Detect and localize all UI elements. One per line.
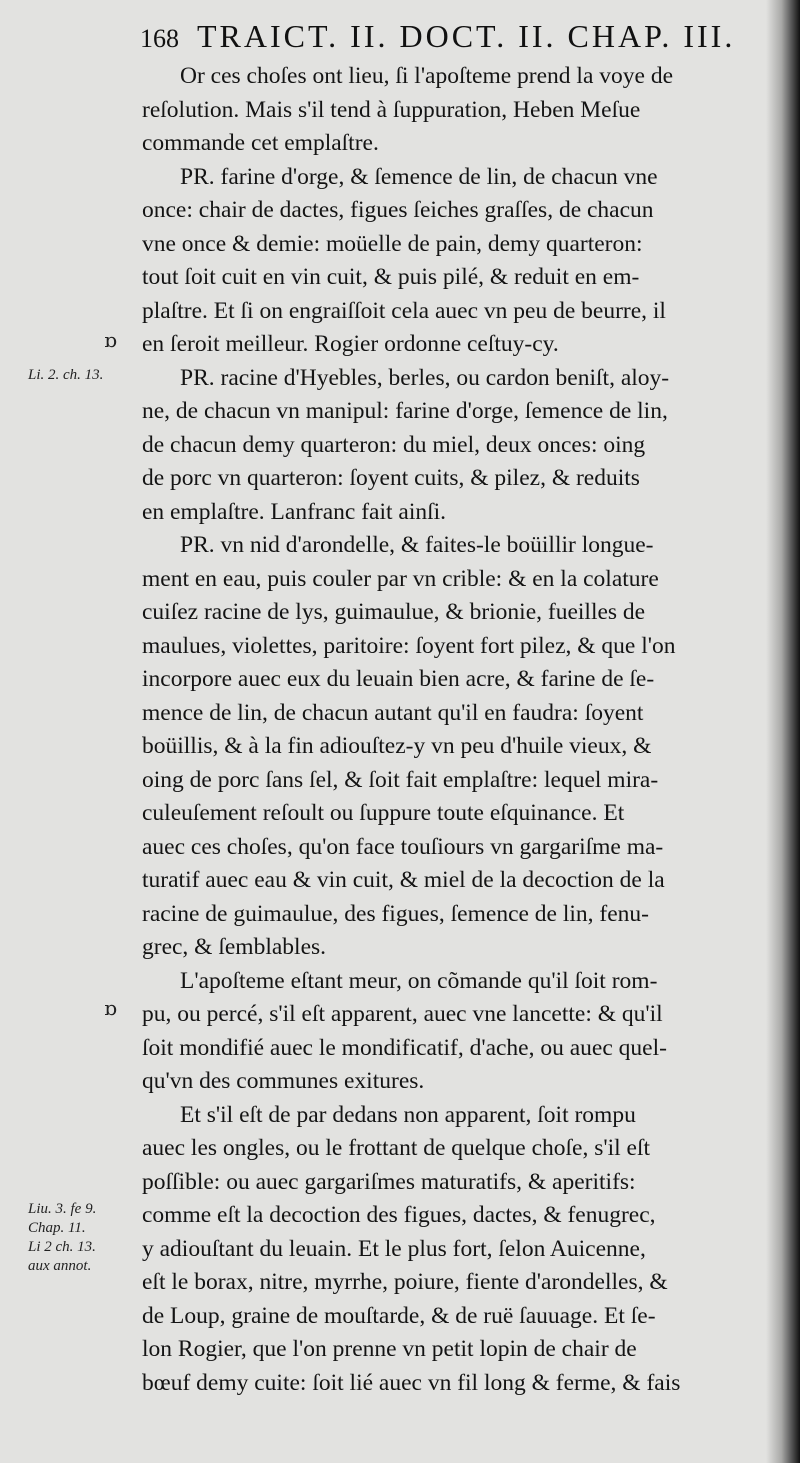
text-line: comme eſt la decoction des figues, dactes, & fenugrec, <box>142 1202 656 1228</box>
margin-note-line: aux annot. <box>28 1258 92 1274</box>
text-line: y adiouſtant du leuain. Et le plus fort, ſelon Auicenne, <box>142 1235 646 1262</box>
body-text <box>142 60 767 1400</box>
text-line: oing de porc ſans ſel, & ſoit fait emplaſtre: lequel mira- <box>142 766 659 793</box>
margin-note-line: Li 2 ch. 13. <box>28 1239 96 1255</box>
running-head: TRAICT. II. DOCT. II. CHAP. III. <box>197 18 736 54</box>
text-line: L'apoſteme eſtant meur, on cõmande qu'il ſoit rom- <box>180 967 658 994</box>
text-line: commande cet emplaſtre. <box>142 130 379 156</box>
margin-note-line: Liu. 3. fe 9. <box>28 1201 97 1217</box>
text-line: mence de lin, de chacun autant qu'il en faudra: ſoyent <box>142 699 644 726</box>
margin-note-reference: Li. 2. ch. 13. <box>28 367 104 383</box>
text-line: vne once & demie: moüelle de pain, demy quarteron: <box>142 230 643 257</box>
text-line: PR. vn nid d'arondelle, & faites-le boüillir longue- <box>180 532 654 558</box>
text-line: maulues, violettes, paritoire: ſoyent fort pilez, & que l'on <box>142 632 676 659</box>
text-line: Et s'il eſt de par dedans non apparent, ſoit rompu <box>180 1101 636 1128</box>
text-line: turatif auec eau & vin cuit, & miel de la decoction de la <box>142 867 665 893</box>
text-line: qu'vn des communes exitures. <box>142 1068 425 1094</box>
text-line: de chacun demy quarteron: du miel, deux onces: oing <box>142 431 646 458</box>
page-header <box>140 18 760 55</box>
text-line: PR. farine d'orge, & ſemence de lin, de chacun vne <box>180 163 658 190</box>
page-number: 168 <box>140 24 179 53</box>
text-line: de Loup, graine de mouſtarde, & de ruë ſauuage. Et ſe- <box>142 1302 656 1329</box>
text-line: en ſeroit meilleur. Rogier ordonne ceſtuy-cy. <box>142 331 559 357</box>
text-line: de porc vn quarteron: ſoyent cuits, & pilez, & reduits <box>142 465 640 491</box>
text-line: tout ſoit cuit en vin cuit, & puis pilé, & reduit en em- <box>142 264 640 290</box>
text-line: boüillis, & à la fin adiouſtez-y vn peu d'huile vieux, & <box>142 733 652 759</box>
margin-note-reference-block <box>28 1200 138 1276</box>
margin-paragraph-mark: ɒ <box>104 328 117 352</box>
text-line: bœuf demy cuite: ſoit lié auec vn fil long & ferme, & fais <box>142 1369 681 1396</box>
text-line: grec, & ſemblables. <box>142 934 327 960</box>
text-line: reſolution. Mais s'il tend à ſuppuration, Heben Meſue <box>142 96 641 123</box>
text-line: plaſtre. Et ſi on engraiſſoit cela auec vn peu de beurre, il <box>142 297 666 324</box>
text-line: en emplaſtre. Lanfranc fait ainſi. <box>142 498 447 525</box>
margin-note-line: Chap. 11. <box>28 1220 86 1236</box>
text-line: PR. racine d'Hyebles, berles, ou cardon beniſt, aloy- <box>180 364 670 391</box>
text-line: auec ces choſes, qu'on face touſiours vn gargariſme ma- <box>142 833 664 860</box>
text-line: incorpore auec eux du leuain bien acre, & farine de ſe- <box>142 666 655 692</box>
text-line: ne, de chacun vn manipul: farine d'orge, ſemence de lin, <box>142 398 668 424</box>
text-line: culeuſement reſoult ou ſuppure toute eſquinance. Et <box>142 800 625 826</box>
margin-paragraph-mark: ɒ <box>104 996 117 1020</box>
text-line: Or ces choſes ont lieu, ſi l'apoſteme prend la voye de <box>180 63 674 89</box>
text-line: lon Rogier, que l'on prenne vn petit lopin de chair de <box>142 1336 637 1362</box>
text-line: racine de guimaulue, des figues, ſemence de lin, fenu- <box>142 900 650 927</box>
binding-gutter-shadow <box>766 0 800 1463</box>
text-line: eſt le borax, nitre, myrrhe, poiure, fiente d'arondelles, & <box>142 1269 668 1295</box>
text-line: ſoit mondifié auec le mondificatif, d'ache, ou auec quel- <box>142 1034 667 1061</box>
text-line: auec les ongles, ou le frottant de quelque choſe, s'il eſt <box>142 1135 651 1161</box>
text-line: pu, ou percé, s'il eſt apparent, auec vne lancette: & qu'il <box>142 1001 663 1027</box>
text-line: ment en eau, puis couler par vn crible: & en la colature <box>142 565 659 592</box>
text-line: poſſible: ou auec gargariſmes maturatifs, & aperitifs: <box>142 1168 636 1195</box>
text-line: once: chair de dactes, figues ſeiches graſſes, de chacun <box>142 197 654 223</box>
text-line: cuiſez racine de lys, guimaulue, & brionie, fueilles de <box>142 599 646 625</box>
